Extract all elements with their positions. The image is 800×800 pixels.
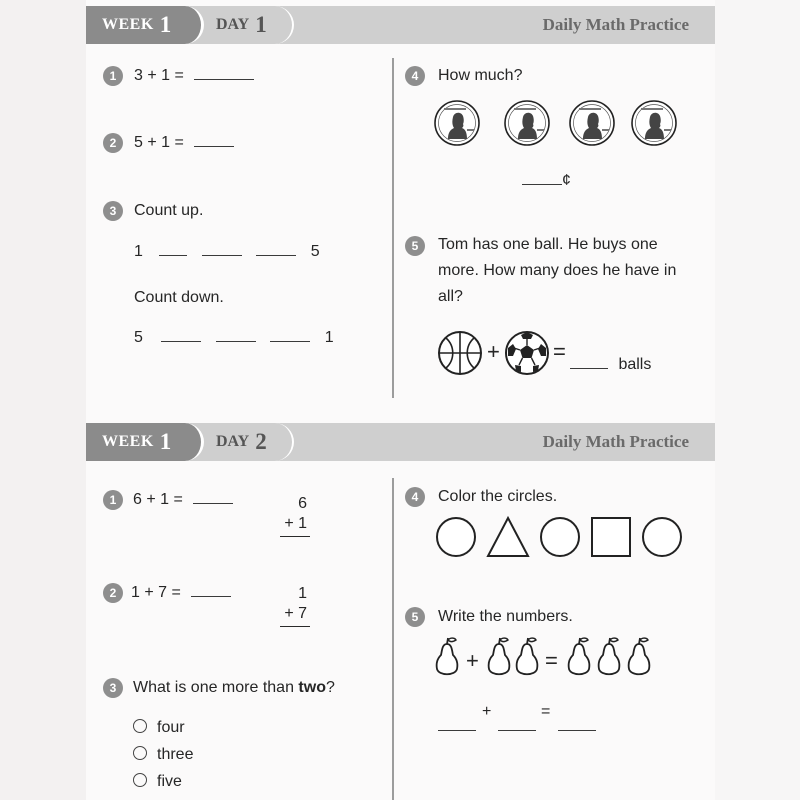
day-label: DAY <box>216 433 250 450</box>
pear-icon <box>434 636 460 678</box>
question-prompt: Color the circles. <box>438 488 558 505</box>
answer-blank[interactable] <box>256 239 296 256</box>
radio-button[interactable] <box>133 719 147 733</box>
vertical-bottom: + 7 <box>284 605 307 622</box>
equation-text: 1 + 7 = <box>131 584 181 601</box>
triangle-shape <box>488 518 528 556</box>
answer-blank[interactable] <box>522 168 562 185</box>
basketball-icon <box>437 330 483 376</box>
equation-text: 5 + 1 = <box>134 134 184 151</box>
answer-blank[interactable] <box>570 352 608 369</box>
penny-icon <box>503 99 551 147</box>
question-number: 2 <box>103 583 123 603</box>
soccer-ball-icon <box>504 330 550 376</box>
answer-blank[interactable] <box>216 325 256 342</box>
option-four[interactable] <box>133 718 185 738</box>
plus-sign: + <box>487 339 500 364</box>
shape-row <box>436 516 686 558</box>
question-1 <box>134 63 254 89</box>
equation-text: 6 + 1 = <box>133 491 183 508</box>
sum-line <box>280 626 310 627</box>
radio-button[interactable] <box>133 746 147 760</box>
day2-header <box>86 423 715 461</box>
answer-blank[interactable] <box>161 325 201 342</box>
equals-sign: = <box>553 339 566 364</box>
day-number: 2 <box>255 429 267 454</box>
question-prompt: Tom has one ball. He buys one more. How many does he have in all? <box>438 236 677 305</box>
header-title: Daily Math Practice <box>542 15 689 34</box>
option-label: four <box>157 719 185 736</box>
equals-sign: = <box>545 648 558 673</box>
circle-shape[interactable] <box>643 518 681 556</box>
day-label: DAY <box>216 16 250 33</box>
penny-icon <box>630 99 678 147</box>
week-label: WEEK <box>102 16 154 33</box>
count-down-label: Count down. <box>134 289 224 306</box>
day1-header <box>86 6 715 44</box>
page-edge <box>715 0 800 800</box>
question-prompt: How much? <box>438 67 523 84</box>
answer-blank[interactable] <box>159 239 187 256</box>
option-label: five <box>157 773 182 790</box>
pear-icon <box>566 636 592 678</box>
question-2 <box>131 580 231 606</box>
option-five[interactable] <box>133 772 182 792</box>
answer-blank[interactable] <box>558 714 596 731</box>
question-2 <box>134 130 234 156</box>
question-number: 1 <box>103 490 123 510</box>
count-end: 5 <box>310 243 320 260</box>
header-title: Daily Math Practice <box>542 432 689 451</box>
pear-icon <box>486 636 512 678</box>
question-number: 2 <box>103 133 123 153</box>
column-divider <box>392 58 394 398</box>
question-number: 3 <box>103 201 123 221</box>
answer-unit: balls <box>618 356 652 373</box>
week-number: 1 <box>159 12 172 37</box>
penny-icon <box>433 99 481 147</box>
cents-unit: ¢ <box>562 172 571 189</box>
option-label: three <box>157 746 194 763</box>
column-divider <box>392 478 394 800</box>
question-number: 5 <box>405 236 425 256</box>
answer-blank[interactable] <box>438 714 476 731</box>
option-three[interactable] <box>133 745 193 765</box>
pear-icon <box>596 636 622 678</box>
pear-icon <box>514 636 540 678</box>
answer-blank[interactable] <box>202 239 242 256</box>
answer-blank[interactable] <box>270 325 310 342</box>
sum-line <box>280 536 310 537</box>
question-prompt <box>133 675 335 701</box>
count-end: 1 <box>324 329 334 346</box>
circle-shape[interactable] <box>437 518 475 556</box>
count-up-row <box>134 239 320 265</box>
answer-blank[interactable] <box>191 580 231 597</box>
balls-answer <box>570 352 651 378</box>
count-start: 1 <box>134 243 143 260</box>
answer-blank[interactable] <box>194 63 254 80</box>
vertical-bottom: + 1 <box>284 515 307 532</box>
square-shape <box>592 518 630 556</box>
equation-text: 3 + 1 = <box>134 67 184 84</box>
question-prompt: Count up. <box>134 202 204 219</box>
answer-blank[interactable] <box>498 714 536 731</box>
week-number: 1 <box>159 429 172 454</box>
question-number: 4 <box>405 66 425 86</box>
plus-sign: + <box>482 703 492 720</box>
vertical-top: 6 <box>298 495 307 512</box>
week-tab <box>86 6 204 44</box>
question-number: 4 <box>405 487 425 507</box>
answer-blank[interactable] <box>193 487 233 504</box>
penny-icon <box>568 99 616 147</box>
week-label: WEEK <box>102 433 154 450</box>
question-number: 5 <box>405 607 425 627</box>
day-number: 1 <box>255 12 267 37</box>
day-tab <box>204 423 294 461</box>
answer-blank[interactable] <box>194 130 234 147</box>
vertical-top: 1 <box>298 585 307 602</box>
prompt-start: What is one more than <box>133 679 299 696</box>
question-prompt: Write the numbers. <box>438 608 573 625</box>
pear-icon <box>626 636 652 678</box>
radio-button[interactable] <box>133 773 147 787</box>
question-number: 1 <box>103 66 123 86</box>
prompt-end: ? <box>325 679 335 696</box>
prompt-bold: two <box>298 679 326 696</box>
plus-sign: + <box>466 648 479 673</box>
cents-answer <box>522 168 571 194</box>
question-number: 3 <box>103 678 123 698</box>
count-start: 5 <box>134 329 143 346</box>
equals-sign: = <box>541 703 551 720</box>
week-tab <box>86 423 204 461</box>
day-tab <box>204 6 294 44</box>
question-1 <box>133 487 233 513</box>
count-down-row <box>134 325 334 351</box>
circle-shape[interactable] <box>541 518 579 556</box>
